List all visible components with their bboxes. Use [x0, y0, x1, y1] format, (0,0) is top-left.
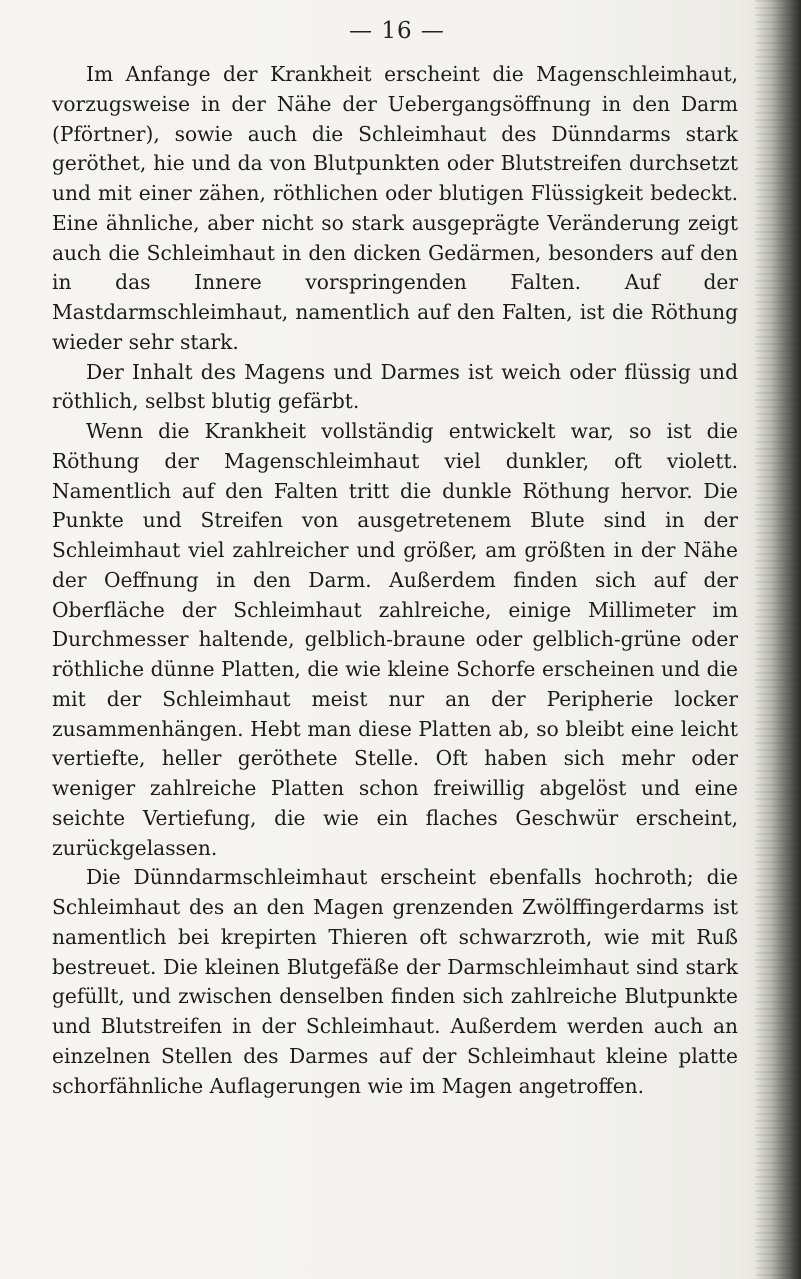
paragraph-4: Die Dünndarmschleimhaut erscheint ebenfalls hochroth; die Schleimhaut des an den Magen grenzenden Zwölffingerdarms ist namentlich bei krepirten Thieren oft schwarzroth, wie mit Ruß bestreuet. Die kleinen Blutgefäße der Darmschleimhaut sind stark gefüllt, und zwischen denselben finden sich zahlreiche Blutpunkte und Blutstreifen in der Schleimhaut. Außerdem werden auch an einzelnen Stellen des Darmes auf der Schleimhaut kleine platte schorfähnliche Auflagerungen wie im Magen angetroffen. [52, 865, 738, 1098]
page-number: — 16 — [349, 18, 445, 44]
paragraph-3: Wenn die Krankheit vollständig entwickelt war, so ist die Röthung der Magenschleimhaut viel dunkler, oft violett. Namentlich auf den Falten tritt die dunkle Röthung hervor. Die Punkte und Streifen von ausgetretenem Blute sind in der Schleimhaut viel zahlreicher und größer, am größten in der Nähe der Oeffnung in den Darm. Außerdem finden sich auf der Oberfläche der Schleimhaut zahlreiche, einige Millimeter im Durchmesser haltende, gelblich-braune oder gelblich-grüne oder röthliche dünne Platten, die wie kleine Schorfe erscheinen und die mit der Schleimhaut meist nur an der Peripherie locker zusammenhängen. Hebt man diese Platten ab, so bleibt eine leicht vertiefte, heller geröthete Stelle. Oft haben sich mehr oder weniger zahlreiche Platten schon freiwillig abgelöst und eine seichte Vertiefung, die wie ein flaches Geschwür erscheint, zurückgelassen. [52, 419, 738, 860]
text-body [52, 60, 738, 1101]
page-edge-shadow [755, 0, 801, 1279]
paragraph-2: Der Inhalt des Magens und Darmes ist weich oder flüssig und röthlich, selbst blutig gefärbt. [52, 359, 738, 414]
paragraph-1: Im Anfange der Krankheit erscheint die Magenschleimhaut, vorzugsweise in der Nähe der Uebergangsöffnung in den Darm (Pförtner), sowie auch die Schleimhaut des Dünndarms stark geröthet, hie und da von Blutpunkten oder Blutstreifen durchsetzt und mit einer zähen, röthlichen oder blutigen Flüssigkeit bedeckt. Eine ähnliche, aber nicht so stark ausgeprägte Veränderung zeigt auch die Schleimhaut in den dicken Gedärmen, besonders auf den in das Innere vorspringenden Falten. Auf der Mastdarmschleimhaut, namentlich auf den Falten, ist die Röthung wieder sehr stark. [52, 62, 738, 354]
